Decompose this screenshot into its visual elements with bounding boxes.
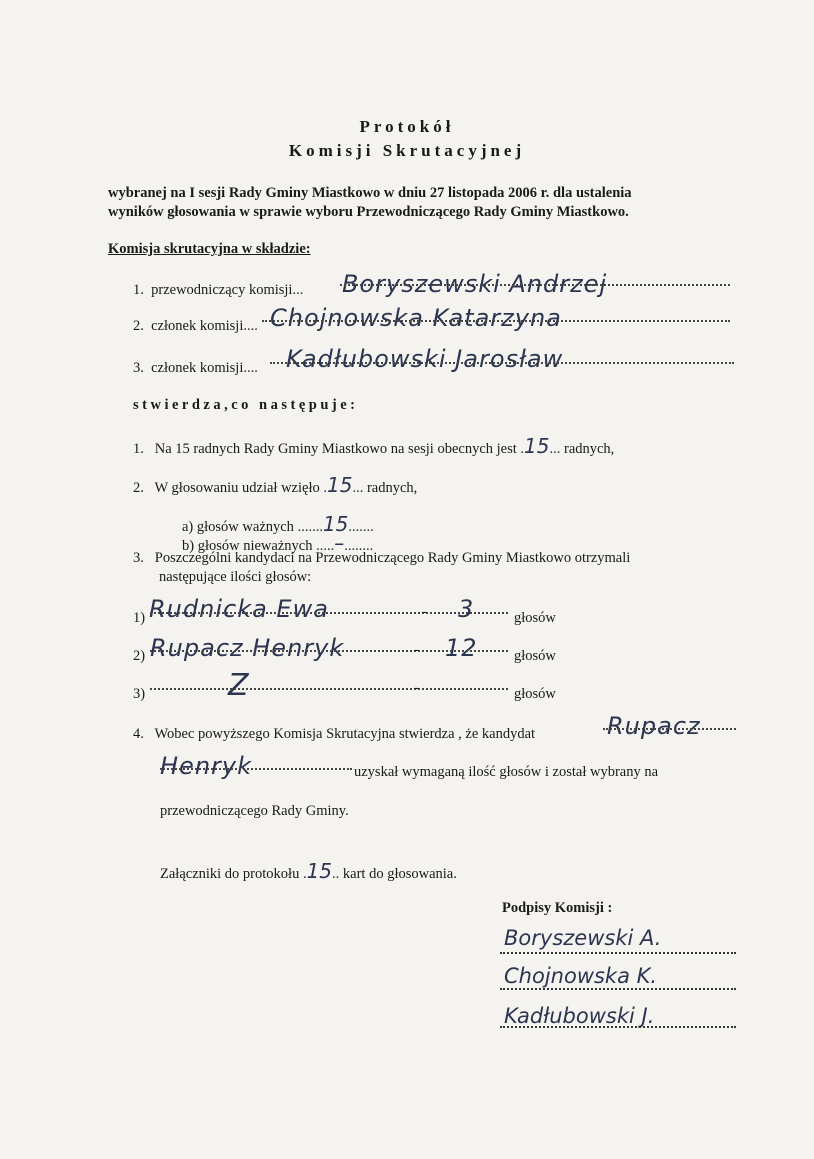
dash: - <box>422 604 427 620</box>
signature-line <box>500 952 736 954</box>
valid-votes-handwritten: 15 <box>322 512 349 536</box>
intro-line-2: wyników głosowania w sprawie wyboru Przewodniczącego Rady Gminy Miastkowo. <box>108 204 629 220</box>
signature-line <box>500 1026 736 1028</box>
candidate-unit: głosów <box>514 686 556 702</box>
member-name-handwritten: Boryszewski Andrzej <box>342 270 608 298</box>
valid-votes-label: a) głosów ważnych <box>182 519 294 535</box>
candidate-unit: głosów <box>514 610 556 626</box>
member-row: 3. członek komisji.... <box>133 360 258 376</box>
item-num: 4. <box>133 726 144 742</box>
dotted-line <box>603 728 736 730</box>
member-num: 1. <box>133 282 144 298</box>
member-role: członek komisji <box>151 318 244 334</box>
dotted-line <box>150 612 508 614</box>
signature: Boryszewski A. <box>504 926 662 950</box>
candidate-name-handwritten: Rupacz Henryk <box>150 634 345 662</box>
item-text-post: radnych, <box>366 480 418 496</box>
item-text: Na 15 radnych Rady Gminy Miastkowo na sesji obecnych jest <box>154 441 517 457</box>
dash: - <box>414 680 419 696</box>
item-3-line-2: następujące ilości głosów: <box>159 569 312 585</box>
winner-surname-handwritten: Rupacz <box>607 712 701 740</box>
candidate-num: 3) <box>133 686 146 702</box>
invalid-votes-handwritten: – <box>334 531 345 555</box>
item-handwritten-value: 15 <box>327 473 353 497</box>
candidate-votes-handwritten: 12 <box>445 634 478 662</box>
finding-item-2: 2. W głosowaniu udział wzięło .15... radnych, <box>133 473 418 497</box>
dotted-line <box>160 768 352 770</box>
member-row: 2. członek komisji.... <box>133 318 258 334</box>
findings-heading: stwierdza,co następuje: <box>133 397 359 413</box>
candidate-votes-handwritten: 3 <box>458 595 475 623</box>
member-name-handwritten: Chojnowska Katarzyna <box>270 304 562 332</box>
item-num: 2. <box>133 480 144 496</box>
dotted-line <box>150 688 508 690</box>
attachments-text: Załączniki do protokołu <box>160 866 300 882</box>
dotted-line <box>340 284 730 286</box>
dash: - <box>414 642 419 658</box>
candidate-row <box>133 686 145 703</box>
item-num: 1. <box>133 441 144 457</box>
candidate-num: 1) <box>133 610 146 626</box>
candidate-num: 2) <box>133 648 146 664</box>
title-line-1: Protokół <box>359 117 455 136</box>
winner-firstname-handwritten: Henryk <box>160 752 252 780</box>
invalid-votes-label: b) głosów nieważnych <box>182 538 313 554</box>
attachments-row: Załączniki do protokołu .15.. kart do głosowania. <box>160 859 457 883</box>
signature-line <box>500 988 736 990</box>
member-row: 1. przewodniczący komisji... <box>133 282 304 298</box>
invalid-votes-row: b) głosów nieważnych .....–........ <box>182 531 374 555</box>
candidate-row <box>133 610 145 627</box>
finding-item-4 <box>133 726 535 743</box>
dotted-line <box>270 362 734 364</box>
item-text: W głosowaniu udział wzięło <box>154 480 320 496</box>
candidate-row <box>133 648 145 665</box>
member-role: przewodniczący komisji <box>151 282 293 298</box>
member-num: 3. <box>133 360 144 376</box>
item-num: 3. <box>133 550 144 566</box>
finding-item-3 <box>133 550 630 567</box>
candidate-name-handwritten: Z <box>228 668 250 703</box>
valid-votes-row: a) głosów ważnych .......15....... <box>182 512 374 536</box>
attachments-text-post: kart do głosowania. <box>342 866 457 882</box>
item-text: Wobec powyższego Komisja Skrutacyjna stwierdza , że kandydat <box>154 726 536 742</box>
dotted-line <box>150 650 508 652</box>
signature: Chojnowska K. <box>504 964 658 988</box>
member-num: 2. <box>133 318 144 334</box>
attachments-handwritten: 15 <box>306 859 333 883</box>
title-line-2: Komisji Skrutacyjnej <box>288 141 526 160</box>
dotted-line <box>262 320 730 322</box>
item-handwritten-value: 15 <box>524 434 550 458</box>
member-name-handwritten: Kadłubowski Jarosław <box>286 345 564 373</box>
finding-item-1: 1. Na 15 radnych Rady Gminy Miastkowo na sesji obecnych jest .15... radnych, <box>133 434 615 458</box>
signatures-label: Podpisy Komisji : <box>502 900 613 916</box>
candidate-name-handwritten: Rudnicka Ewa <box>149 595 329 623</box>
item-4-line-2: uzyskał wymaganą ilość głosów i został wybrany na <box>354 764 659 780</box>
item-text-post: radnych, <box>563 441 615 457</box>
item-text: Poszczególni kandydaci na Przewodniczącego Rady Gminy Miastkowo otrzymali <box>154 550 631 566</box>
committee-heading: Komisja skrutacyjna w składzie: <box>108 241 311 257</box>
candidate-unit: głosów <box>514 648 556 664</box>
signature: Kadłubowski J. <box>504 1004 655 1028</box>
item-4-line-3: przewodniczącego Rady Gminy. <box>160 803 349 819</box>
member-role: członek komisji <box>151 360 244 376</box>
intro-line-1: wybranej na I sesji Rady Gminy Miastkowo w dniu 27 listopada 2006 r. dla ustalenia <box>108 185 632 201</box>
